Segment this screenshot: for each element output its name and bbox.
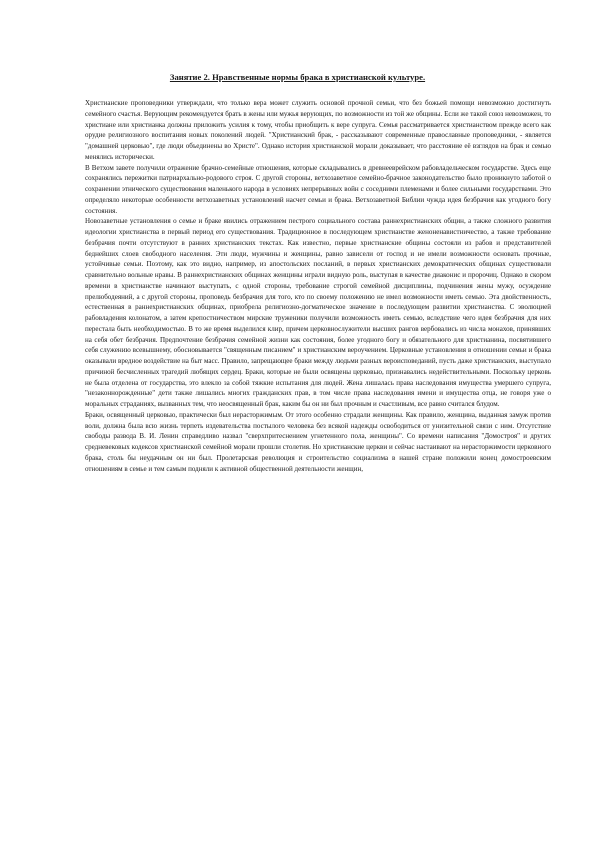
paragraph: В Ветхом завете получили отражение брачно-семейные отношения, которые складывались в древнееврейском рабовладельческом государстве. Здесь еще сохранялись пережитки патриархально-родового строя. С другой стороны, ветхозаветное семейно-брачное законодательство было проникнуто заботой о сохранении этнического существования маленького народа в условиях непрерывных войн с соседними племенами и более сильными государствами. Это определяло некоторые особенности ветхозаветных установлений насчет семьи и брака. Ветхозаветной Библии чужда идея безбрачия как угодного богу состояния. [85,163,551,215]
paragraph: Христианские проповедники утверждали, что только вера может служить основой прочной семьи, что без божьей помощи невозможно достигнуть семейного счастья. Верующим рекомендуется брать в жены или мужья верующих, по возможности из той же общины. Если же такой союз невозможен, то христиане или христианка должны приложить усилия к тому, чтобы приобщить к вере супруга. Семья рассматривается христианством прежде всего как орудие религиозного воспитания новых поколений людей. "Христианский брак, - рассказывают современные православные проповедники, - является "домашней церковью", где люди объединены во Христе". Однако история христианской морали доказывает, что расстояние её взглядов на брак и семью менялись исторически. [85,99,551,161]
paragraph: Новозаветные установления о семье и браке явились отражением пестрого социального состава раннехристианских общин, а также сложного развития идеологии христианства в первый период его существования. Традиционное в последующем христианстве женоненавистничество, а также требование безбрачия почти отсутствуют в ранних христианских текстах. Как известно, первые христианские общины состояли из рабов и представителей беднейших слоев свободного населения. Эти люди, мужчины и женщины, равно зависели от господ и не имели возможности основать прочные, устойчивые семьи. Поэтому, как это видно, например, из апостольских посланий, в первых христианских демократических общинах существовали сравнительно вольные нравы. В раннехристианских общинах женщины играли видную роль, выступая в качестве диаконис и пророчиц. Однако в скором времени в христианстве начинают выступать, с одной стороны, требование строгой семейной дисциплины, подчинения жены мужу, осуждение прелюбодеяний, а с другой стороны, проповедь безбрачия для того, кто по своему положению не имел возможности иметь семью. Эта двойственность, естественная в раннехристианских общинах, приобрела религиозно-догматическое значение в последующем развитии христианства. С эволюцией рабовладения колонатом, а затем крепостничеством мирские труженики получили возможность иметь семью, вследствие чего идея безбрачия для них перестала быть необходимостью. В то же время выделился клир, причем церковнослужители высших рангов вербовались из числа монахов, принявших на себя обет безбрачия. Предпочтение безбрачия семейной жизни как состояния, более угодного богу и обязательного для христианина, посвятившего себя служению всевышнему, обосновывается "священным писанием" и христианским вероучением. Церковные установления в отношении семьи и брака оказывали вредное воздействие на быт масс. Правило, запрещающее браки между людьми разных вероисповеданий, пусть даже христианских, выступало причиной бесчисленных трагедий любящих сердец. Браки, которые не были освящены церковью, признавались недействительными. Поскольку церковь не была отделена от государства, это влекло за собой тяжкие испытания для людей. Жена лишалась права наследования имущества умершего супруга, "незаконнорожденные" дети также лишались многих гражданских прав, в том числе права наследования имени и имущества отца, не говоря уже о моральных страданиях, вызванных тем, что неосвященный брак, каким бы он ни был прочным и счастливым, все равно считался блудом. [85,217,551,408]
document-body [85,98,551,474]
paragraph: Браки, освященный церковью, практически был нерасторжимым. От этого особенно страдали женщины. Как правило, женщина, выданная замуж против воли, должна была всю жизнь терпеть издевательства постылого человека без всякой надежды освободиться от унизительной связи с ним. Отсутствие свободы развода В. И. Ленин справедливо назвал "сверхпритеснением угнетенного пола, женщины". Со времени написания "Домостроя" и других средневековых кодексов христианской семейной морали прошли столетия. Но христианские церкви и сейчас настаивают на нерасторжимости церковного брака, столь бы неудачным он ни был. Пролетарская революция и строительство социализма в нашей стране положили конец домостроевским отношениям в семье и тем самым подняли к активной общественной деятельности женщин, [85,410,551,473]
page-title: Занятие 2. Нравственные нормы брака в христианской культуре. [169,72,426,82]
